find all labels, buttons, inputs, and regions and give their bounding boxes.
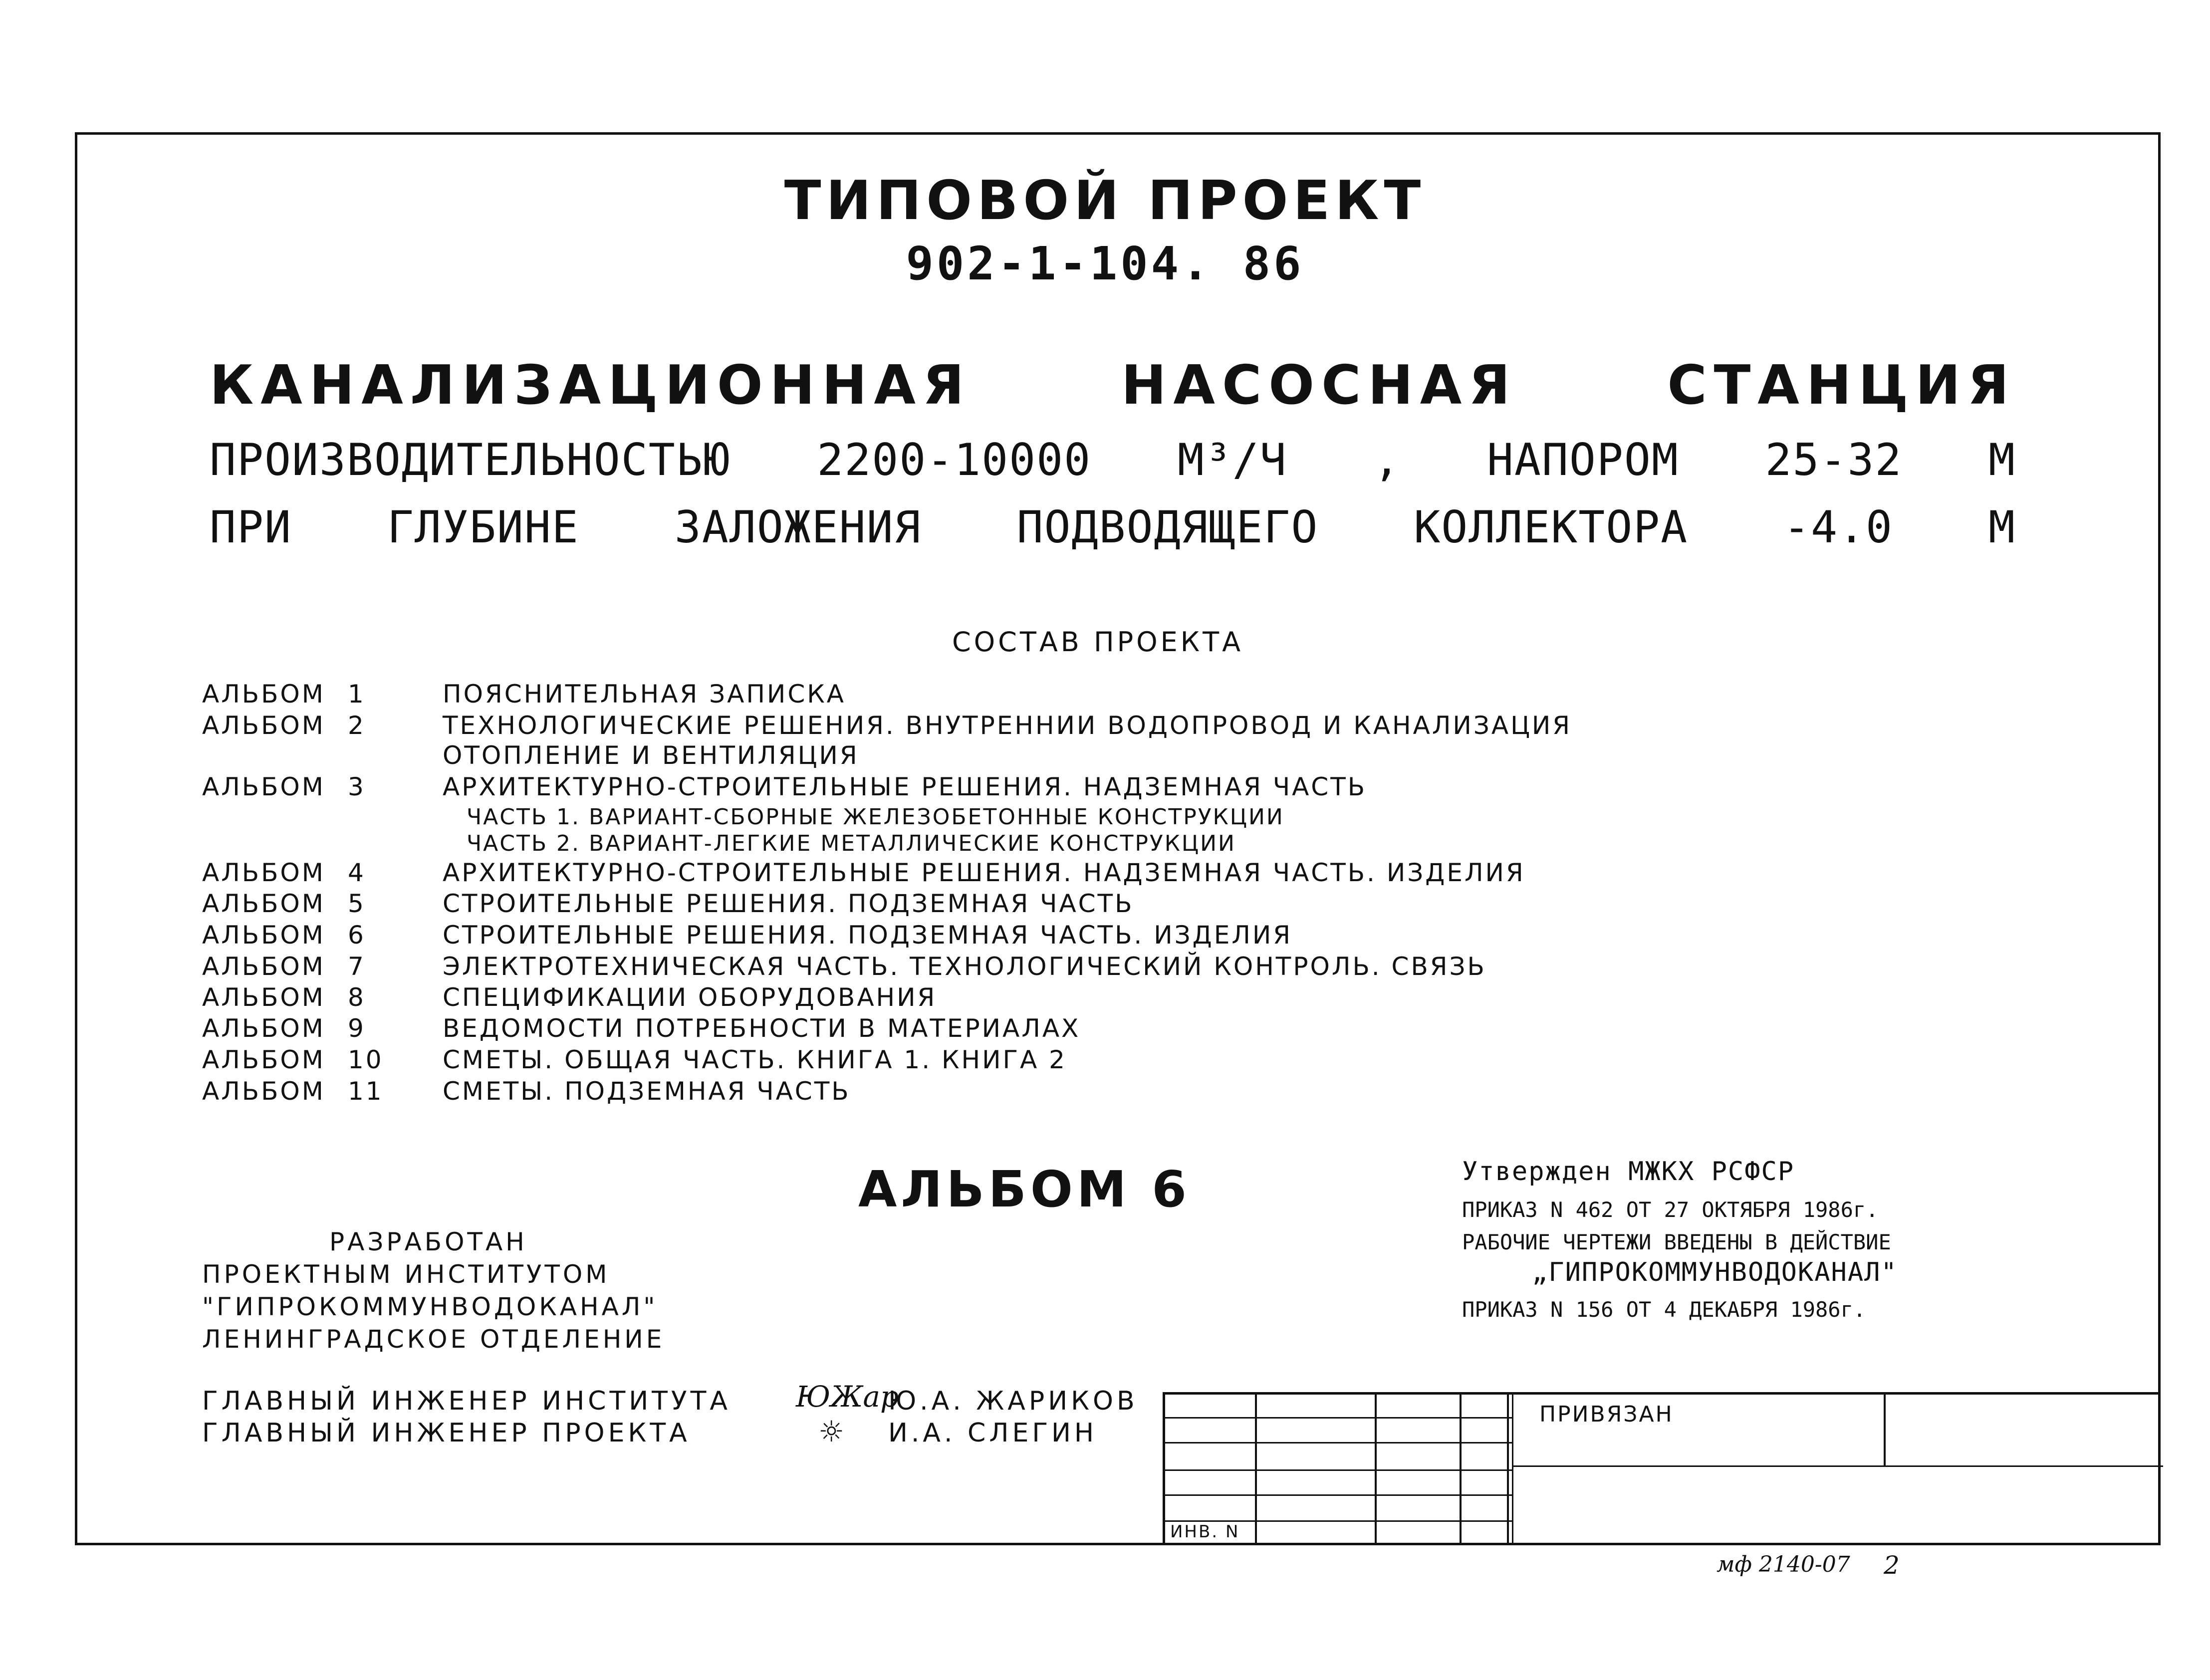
album-text: ТЕХНОЛОГИЧЕСКИЕ РЕШЕНИЯ. ВНУТРЕННИИ ВОДОПРОВОД И КАНАЛИЗАЦИЯ: [443, 711, 1572, 740]
signature-slegin: ☼: [818, 1415, 844, 1448]
album-number: 11: [348, 1077, 384, 1106]
footer-code: мф 2140-07: [1717, 1552, 1850, 1577]
approval-line-5: ПРИКАЗ N 156 ОТ 4 ДЕКАБРЯ 1986г.: [1462, 1297, 1866, 1322]
depth-line: ПРИ ГЛУБИНЕ ЗАЛОЖЕНИЯ ПОДВОДЯЩЕГО КОЛЛЕКТОРА -4.0 М: [210, 501, 2016, 553]
album-label: АЛЬБОМ: [202, 1014, 325, 1043]
album-text: ВЕДОМОСТИ ПОТРЕБНОСТИ В МАТЕРИАЛАХ: [443, 1014, 1081, 1043]
album-text: СМЕТЫ. ПОДЗЕМНАЯ ЧАСТЬ: [443, 1077, 851, 1106]
album-number: 8: [348, 983, 366, 1012]
album-text: СТРОИТЕЛЬНЫЕ РЕШЕНИЯ. ПОДЗЕМНАЯ ЧАСТЬ. ИЗДЕЛИЯ: [443, 921, 1293, 950]
signature-zharikov: ЮЖар: [796, 1380, 899, 1414]
chief-engineer-project-label: ГЛАВНЫЙ ИНЖЕНЕР ПРОЕКТА: [202, 1418, 691, 1448]
album-label: АЛЬБОМ: [202, 889, 325, 918]
album-number: 10: [348, 1045, 384, 1074]
album-label: АЛЬБОМ: [202, 680, 325, 709]
approval-line-3: РАБОЧИЕ ЧЕРТЕЖИ ВВЕДЕНЫ В ДЕЙСТВИЕ: [1462, 1230, 1891, 1254]
approval-line-2: ПРИКАЗ N 462 ОТ 27 ОКТЯБРЯ 1986г.: [1462, 1198, 1879, 1222]
chief-engineer-project-name: И.А. СЛЕГИН: [888, 1418, 1098, 1448]
album-number: 5: [348, 889, 366, 918]
inventory-number-label: ИНВ. N: [1170, 1522, 1240, 1542]
list-item: [202, 952, 1486, 981]
list-item: [202, 772, 1367, 801]
album-number: 2: [348, 711, 366, 740]
album-label: АЛЬБОМ: [202, 858, 325, 887]
album-text: ПОЯСНИТЕЛЬНАЯ ЗАПИСКА: [443, 680, 846, 709]
list-item-continuation: [202, 741, 859, 770]
album-text: АРХИТЕКТУРНО-СТРОИТЕЛЬНЫЕ РЕШЕНИЯ. НАДЗЕМНАЯ ЧАСТЬ: [443, 772, 1367, 801]
album-label: АЛЬБОМ: [202, 983, 325, 1012]
album-label: АЛЬБОМ: [202, 772, 325, 801]
album-label: АЛЬБОМ: [202, 1077, 325, 1106]
album-text: ЭЛЕКТРОТЕХНИЧЕСКАЯ ЧАСТЬ. ТЕХНОЛОГИЧЕСКИЙ КОНТРОЛЬ. СВЯЗЬ: [443, 952, 1486, 981]
album-text: СТРОИТЕЛЬНЫЕ РЕШЕНИЯ. ПОДЗЕМНАЯ ЧАСТЬ: [443, 889, 1134, 918]
chief-engineer-institute-label: ГЛАВНЫЙ ИНЖЕНЕР ИНСТИТУТА: [202, 1386, 731, 1416]
bound-label: ПРИВЯЗАН: [1539, 1402, 1674, 1427]
list-item: [202, 921, 1292, 950]
page-number: 2: [1884, 1551, 1900, 1580]
developer-line-3: "ГИПРОКОММУНВОДОКАНАЛ": [202, 1292, 658, 1321]
album-number: 7: [348, 952, 366, 981]
album-label: АЛЬБОМ: [202, 952, 325, 981]
list-item: [202, 680, 846, 709]
document-title: ТИПОВОЙ ПРОЕКТ: [784, 170, 1426, 232]
album-label: АЛЬБОМ: [202, 711, 325, 740]
list-item: [202, 1014, 1080, 1043]
album-number: 1: [348, 680, 366, 709]
project-name: КАНАЛИЗАЦИОННАЯ НАСОСНАЯ СТАНЦИЯ: [210, 354, 2016, 417]
list-item: [202, 858, 1525, 887]
approval-line-4: „ГИПРОКОММУНВОДОКАНАЛ": [1532, 1257, 1898, 1287]
album-part: ЧАСТЬ 2. ВАРИАНТ-ЛЕГКИЕ МЕТАЛЛИЧЕСКИЕ КОНСТРУКЦИИ: [467, 831, 1236, 856]
album-label: АЛЬБОМ: [202, 921, 325, 950]
developer-line-4: ЛЕНИНГРАДСКОЕ ОТДЕЛЕНИЕ: [202, 1325, 665, 1354]
composition-heading: СОСТАВ ПРОЕКТА: [952, 626, 1244, 658]
developer-line-2: ПРОЕКТНЫМ ИНСТИТУТОМ: [202, 1260, 610, 1289]
album-text: СМЕТЫ. ОБЩАЯ ЧАСТЬ. КНИГА 1. КНИГА 2: [443, 1045, 1067, 1074]
album-number: 6: [348, 921, 366, 950]
capacity-line: ПРОИЗВОДИТЕЛЬНОСТЬЮ 2200-10000 М³/Ч , НАПОРОМ 25-32 М: [210, 434, 2016, 485]
title-block-stamp: [1163, 1392, 2161, 1545]
developer-line-1: РАЗРАБОТАН: [329, 1227, 527, 1256]
list-item: [202, 889, 1134, 918]
album-part: ЧАСТЬ 1. ВАРИАНТ-СБОРНЫЕ ЖЕЛЕЗОБЕТОННЫЕ КОНСТРУКЦИИ: [467, 804, 1284, 830]
album-number: 4: [348, 858, 366, 887]
list-item: [202, 1077, 851, 1106]
project-code: 902-1-104. 86: [906, 237, 1304, 290]
album-label: АЛЬБОМ: [202, 1045, 325, 1074]
album-text-continuation: ОТОПЛЕНИЕ И ВЕНТИЛЯЦИЯ: [443, 741, 859, 770]
list-item: [202, 1045, 1067, 1074]
approval-line-1: Утвержден МЖКХ РСФСР: [1462, 1157, 1795, 1187]
album-text: АРХИТЕКТУРНО-СТРОИТЕЛЬНЫЕ РЕШЕНИЯ. НАДЗЕМНАЯ ЧАСТЬ. ИЗДЕЛИЯ: [443, 858, 1525, 887]
list-item: [202, 983, 937, 1012]
chief-engineer-institute-name: Ю.А. ЖАРИКОВ: [888, 1386, 1138, 1416]
album-title: АЛЬБОМ 6: [858, 1160, 1191, 1218]
list-item: [202, 711, 1572, 740]
album-number: 3: [348, 772, 366, 801]
album-text: СПЕЦИФИКАЦИИ ОБОРУДОВАНИЯ: [443, 983, 937, 1012]
album-number: 9: [348, 1014, 366, 1043]
